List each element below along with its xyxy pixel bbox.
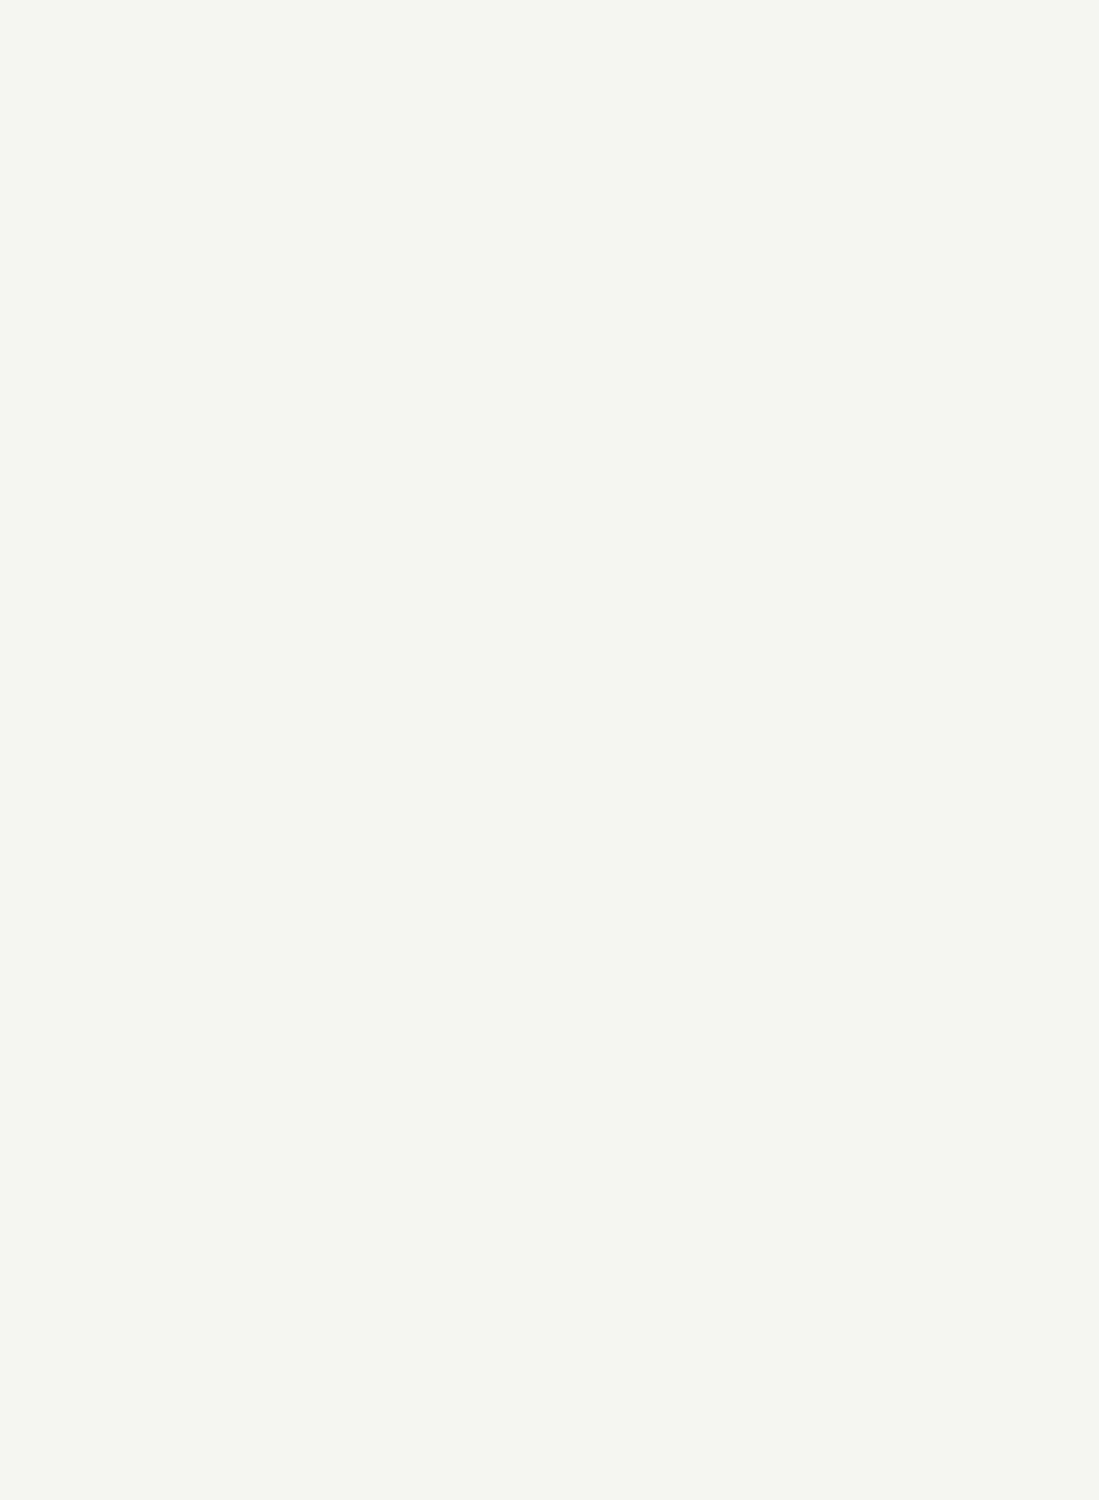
page-body <box>116 98 921 124</box>
